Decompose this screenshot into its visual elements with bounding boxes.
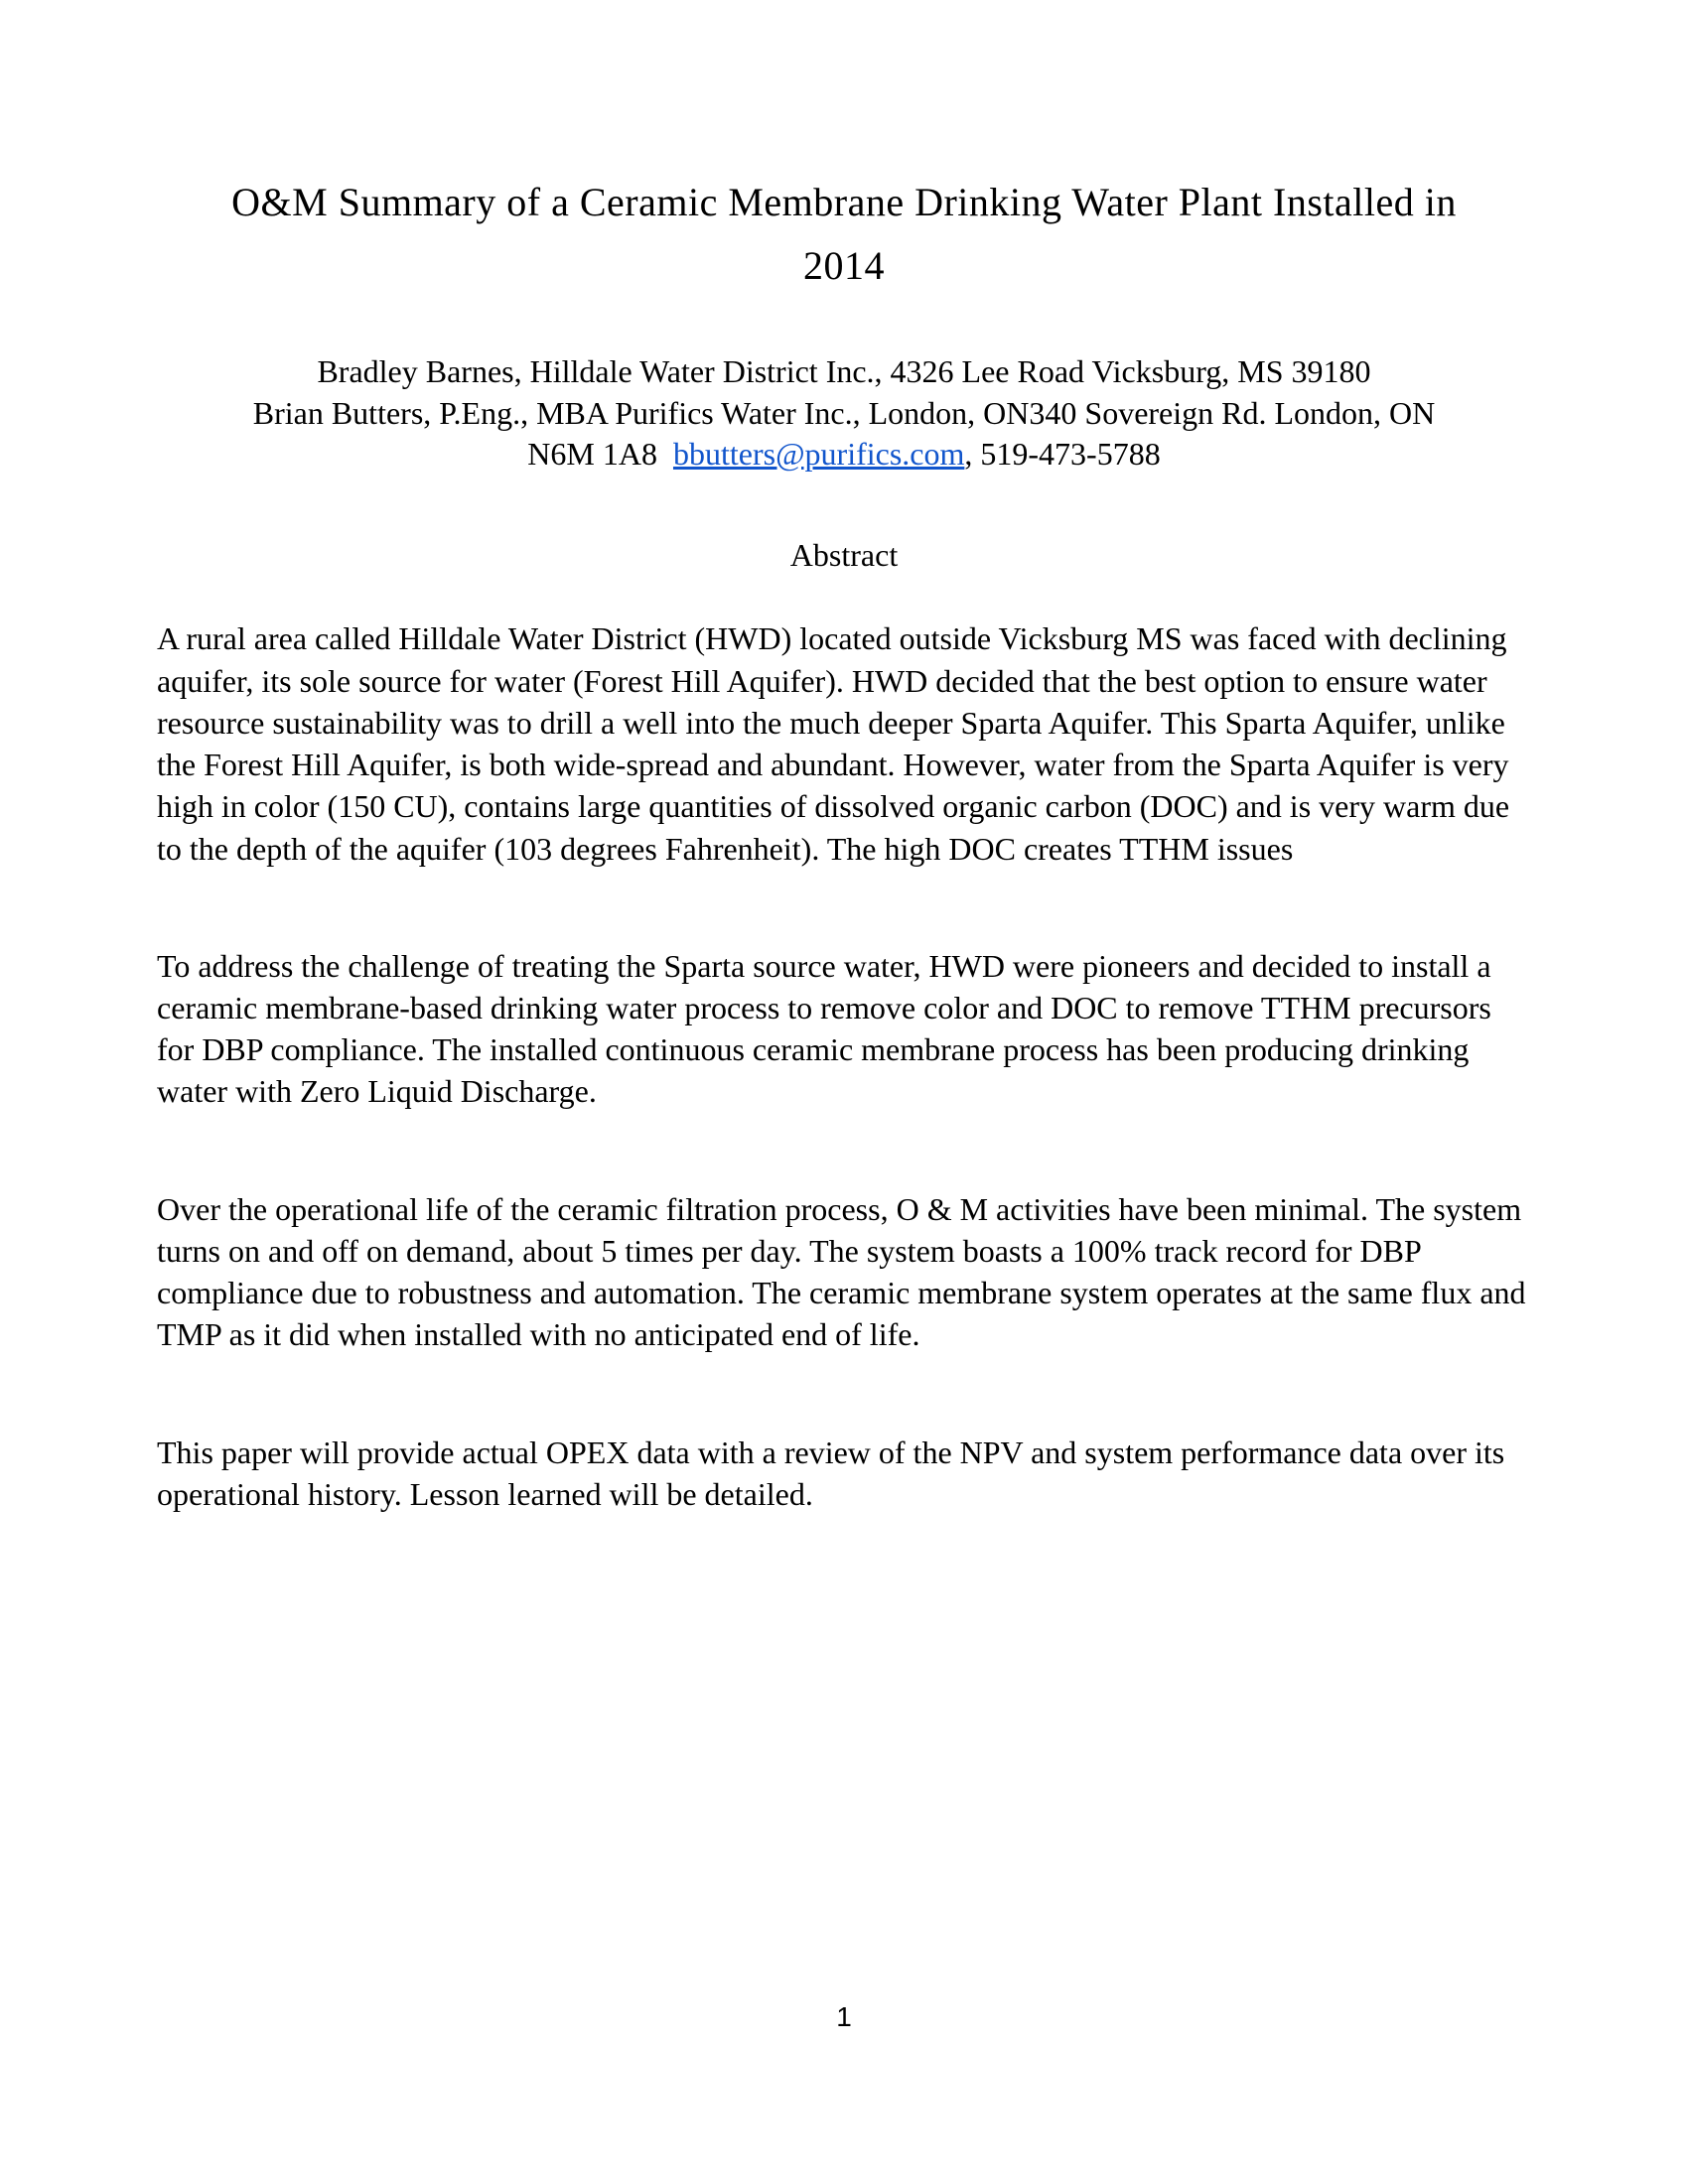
author-line-3 — [157, 434, 1531, 476]
title-line-2: 2014 — [803, 243, 885, 288]
abstract-heading: Abstract — [789, 536, 899, 573]
author-line-3-prefix: N6M 1A8 — [527, 436, 673, 473]
page-title — [157, 0, 1531, 298]
email-link[interactable]: bbutters@purifics.com — [672, 436, 965, 473]
abstract-body — [157, 617, 1531, 1515]
page-number: 1 — [836, 2001, 852, 2032]
abstract-paragraph-2: To address the challenge of treating the Sparta source water, HWD were pioneers and decided to install a ceramic membrane-based drinking water process to remove color and DOC to remove TTHM precursors for DBP compliance. The installed continuous ceramic membrane process has been producing drinking water with Zero Liquid Discharge. — [157, 947, 1491, 1110]
abstract-paragraph-4: This paper will provide actual OPEX data with a review of the NPV and system performance data over its operational history. Lesson learned will be detailed. — [157, 1433, 1505, 1512]
title-line-1: O&M Summary of a Ceramic Membrane Drinking Water Plant Installed in — [231, 180, 1457, 224]
abstract-paragraph-1: A rural area called Hilldale Water District (HWD) located outside Vicksburg MS was faced with declining aquifer, its sole source for water (Forest Hill Aquifer). HWD decided that the best option to ensure water resource sustainability was to drill a well into the much deeper Sparta Aquifer. This Sparta Aquifer, unlike the Forest Hill Aquifer, is both wide-spread and abundant. However, water from the Sparta Aquifer is very high in color (150 CU), contains large quantities of dissolved organic carbon (DOC) and is very warm due to the depth of the aquifer (103 degrees Fahrenheit). The high DOC creates TTHM issues — [157, 620, 1510, 867]
author-line-3-suffix: , 519-473-5788 — [964, 436, 1161, 473]
author-line-1: Bradley Barnes, Hilldale Water District Inc., 4326 Lee Road Vicksburg, MS 39180 — [317, 353, 1371, 389]
author-line-2: Brian Butters, P.Eng., MBA Purifics Water Inc., London, ON340 Sovereign Rd. London, ON — [252, 394, 1436, 431]
abstract-paragraph-3: Over the operational life of the ceramic filtration process, O & M activities have been minimal. The system turns on and off on demand, about 5 times per day. The system boasts a 100% track record for DBP compliance due to robustness and automation. The ceramic membrane system operates at the same flux and TMP as it did when installed with no anticipated end of life. — [157, 1190, 1526, 1353]
author-block — [157, 351, 1531, 476]
